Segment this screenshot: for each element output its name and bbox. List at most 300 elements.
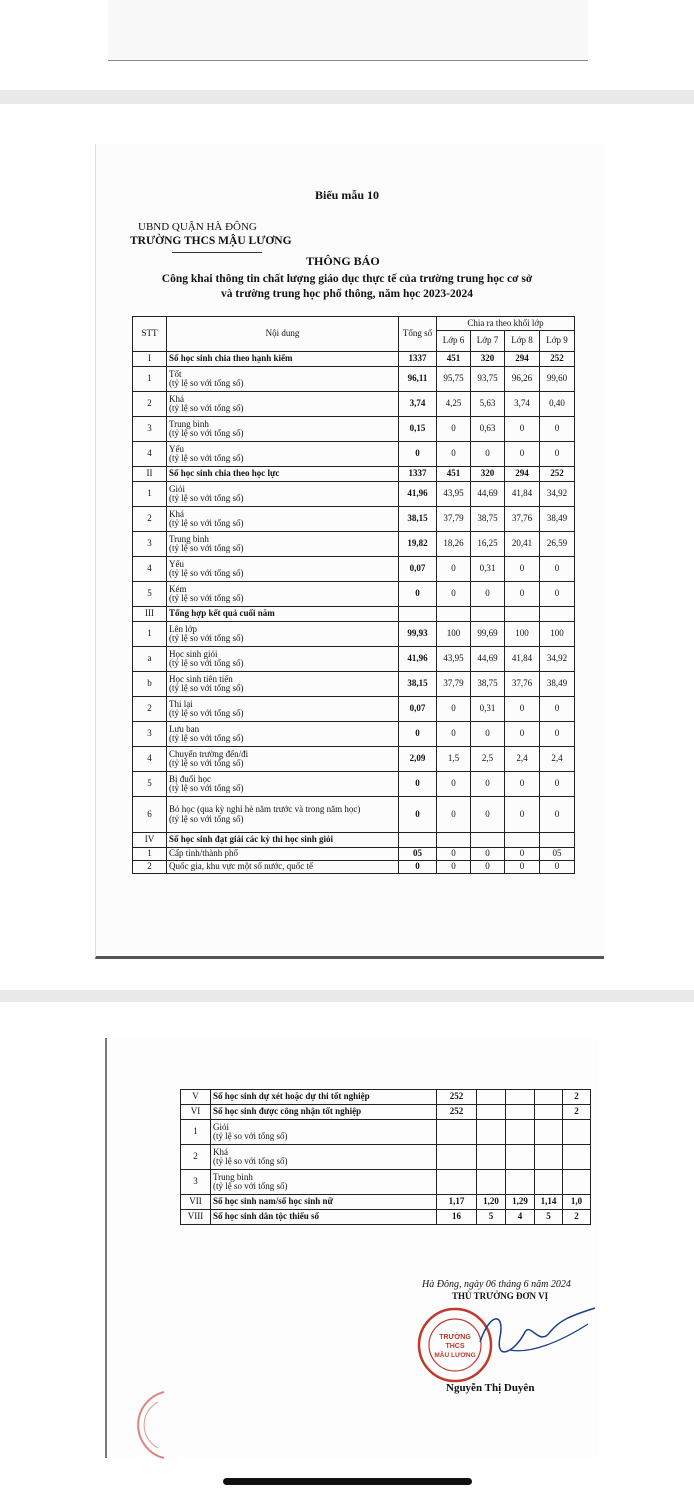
row-content xyxy=(167,797,399,833)
row-g8: 0 xyxy=(505,848,540,861)
row-note: (tỷ lệ so với tổng số) xyxy=(169,568,244,578)
document-page-2 xyxy=(0,1002,694,1500)
row-label: Số học sinh dự xét hoặc dự thi tốt nghiệp xyxy=(213,1091,370,1102)
row-g9: 05 xyxy=(540,848,575,861)
row-g7: 38,75 xyxy=(471,672,505,697)
row-g8 xyxy=(535,1105,563,1120)
row-label: Thi lại xyxy=(169,698,193,709)
row-content xyxy=(167,532,399,557)
row-g7: 44,69 xyxy=(471,482,505,507)
row-g6 xyxy=(437,833,471,848)
row-content xyxy=(167,772,399,797)
row-g7: 0 xyxy=(471,861,505,874)
row-label: Học sinh tiên tiến xyxy=(169,673,233,684)
row-stt: VII xyxy=(181,1195,211,1210)
row-label: Yếu xyxy=(169,443,184,454)
row-g6: 43,95 xyxy=(437,647,471,672)
row-total: 96,11 xyxy=(399,367,437,392)
table-row xyxy=(181,1195,591,1210)
quality-table xyxy=(132,316,575,874)
table-row xyxy=(133,722,575,747)
row-stt: b xyxy=(133,672,167,697)
row-stt: 5 xyxy=(133,582,167,607)
row-stt: 4 xyxy=(133,557,167,582)
row-g6: 0 xyxy=(437,772,471,797)
table-row xyxy=(181,1120,591,1145)
row-g8: 37,76 xyxy=(505,507,540,532)
row-content xyxy=(211,1170,437,1195)
row-content xyxy=(167,482,399,507)
row-label: Chuyển trường đến/đi xyxy=(169,748,249,759)
row-note: (tỷ lệ so với tổng số) xyxy=(169,378,244,388)
header-total: Tổng số xyxy=(399,317,437,352)
row-label: Trung bình xyxy=(169,533,209,544)
header-grade-7: Lớp 7 xyxy=(471,331,505,352)
row-g9: 0 xyxy=(540,442,575,467)
table-row xyxy=(181,1105,591,1120)
row-stt: 2 xyxy=(133,861,167,874)
table-row xyxy=(133,833,575,848)
signature-role: THỦ TRƯỞNG ĐƠN VỊ xyxy=(452,1291,549,1301)
row-g8: 0 xyxy=(505,417,540,442)
row-g8: 0 xyxy=(505,442,540,467)
row-g7: 99,69 xyxy=(471,622,505,647)
row-g7: 2,5 xyxy=(471,747,505,772)
table-row xyxy=(133,507,575,532)
row-total: 2,09 xyxy=(399,747,437,772)
row-g6: 4,25 xyxy=(437,392,471,417)
table-row xyxy=(133,848,575,861)
row-g9: 38,49 xyxy=(540,507,575,532)
row-stt: 3 xyxy=(133,417,167,442)
row-g8: 20,41 xyxy=(505,532,540,557)
row-g6: 0 xyxy=(437,582,471,607)
row-total: 99,93 xyxy=(399,622,437,647)
row-g9: 99,60 xyxy=(540,367,575,392)
row-note: (tỷ lệ so với tổng số) xyxy=(169,813,244,824)
row-g8: 0 xyxy=(505,722,540,747)
table-row xyxy=(133,797,575,833)
row-g8: 5 xyxy=(535,1210,563,1225)
partial-stamp xyxy=(136,1390,166,1460)
row-label: Bỏ học (qua kỳ nghỉ hè năm trước và trong năm học) xyxy=(169,804,361,814)
row-g8: 0 xyxy=(505,772,540,797)
row-g7: 0 xyxy=(471,442,505,467)
row-content xyxy=(167,392,399,417)
row-note: (tỷ lệ so với tổng số) xyxy=(169,733,244,743)
home-indicator[interactable] xyxy=(223,1478,472,1485)
row-g9: 0 xyxy=(540,861,575,874)
row-note: (tỷ lệ so với tổng số) xyxy=(169,683,244,693)
row-total: 0 xyxy=(399,722,437,747)
row-g9: 2 xyxy=(563,1210,591,1225)
row-g6 xyxy=(477,1170,506,1195)
row-g6 xyxy=(477,1090,506,1105)
row-total: 1337 xyxy=(399,352,437,367)
row-note: (tỷ lệ so với tổng số) xyxy=(169,403,244,413)
row-label: Khá xyxy=(169,393,184,404)
row-g7: 5,63 xyxy=(471,392,505,417)
row-g8: 0 xyxy=(505,797,540,833)
table-row xyxy=(133,861,575,874)
table-row xyxy=(133,482,575,507)
row-g6: 0 xyxy=(437,417,471,442)
row-g6: 0 xyxy=(437,557,471,582)
row-g6 xyxy=(477,1105,506,1120)
row-g8: 37,76 xyxy=(505,672,540,697)
row-g7: 0 xyxy=(471,848,505,861)
row-g6: 5 xyxy=(477,1210,506,1225)
row-stt: a xyxy=(133,647,167,672)
row-total: 0,07 xyxy=(399,557,437,582)
row-g9 xyxy=(540,833,575,848)
row-g6 xyxy=(437,607,471,622)
table-row xyxy=(133,532,575,557)
row-stt: 6 xyxy=(133,797,167,833)
row-label: Cấp tỉnh/thành phố xyxy=(169,848,238,859)
row-g6: 451 xyxy=(437,467,471,482)
row-stt: VIII xyxy=(181,1210,211,1225)
row-g8 xyxy=(505,607,540,622)
row-label: Yếu xyxy=(169,558,184,569)
row-g7: 320 xyxy=(471,467,505,482)
row-stt: 1 xyxy=(133,622,167,647)
row-total: 19,82 xyxy=(399,532,437,557)
row-total: 41,96 xyxy=(399,482,437,507)
table-row xyxy=(133,747,575,772)
row-total xyxy=(399,607,437,622)
svg-text:TRƯỜNG: TRƯỜNG xyxy=(439,1334,471,1341)
row-label: Kém xyxy=(169,583,187,594)
row-stt: I xyxy=(133,352,167,367)
row-g6: 0 xyxy=(437,797,471,833)
handwritten-signature xyxy=(470,1302,600,1362)
row-g9: 0 xyxy=(540,557,575,582)
table-row xyxy=(133,697,575,722)
row-g9: 252 xyxy=(540,352,575,367)
row-stt: 3 xyxy=(133,722,167,747)
row-stt: 1 xyxy=(133,367,167,392)
row-g7: 0 xyxy=(471,722,505,747)
row-total: 3,74 xyxy=(399,392,437,417)
row-note: (tỷ lệ so với tổng số) xyxy=(213,1131,288,1141)
row-note: (tỷ lệ so với tổng số) xyxy=(213,1181,288,1191)
row-content xyxy=(167,672,399,697)
row-total xyxy=(437,1120,477,1145)
row-g9: 38,49 xyxy=(540,672,575,697)
row-total: 0 xyxy=(399,442,437,467)
row-total: 1,17 xyxy=(437,1195,477,1210)
row-g9: 0 xyxy=(540,417,575,442)
row-stt: 2 xyxy=(133,507,167,532)
row-g9: 0 xyxy=(540,697,575,722)
row-content xyxy=(167,833,399,848)
row-content xyxy=(167,442,399,467)
row-g9: 2 xyxy=(563,1105,591,1120)
table-row xyxy=(133,367,575,392)
row-note: (tỷ lệ so với tổng số) xyxy=(169,453,244,463)
row-g6: 18,26 xyxy=(437,532,471,557)
row-g7: 0 xyxy=(471,582,505,607)
row-g7 xyxy=(471,833,505,848)
row-total: 41,96 xyxy=(399,647,437,672)
row-total xyxy=(437,1145,477,1170)
table-row xyxy=(181,1090,591,1105)
row-content xyxy=(211,1210,437,1225)
row-label: Số học sinh nam/số học sinh nữ xyxy=(213,1196,333,1207)
row-g8 xyxy=(535,1170,563,1195)
row-g7: 320 xyxy=(471,352,505,367)
row-g8: 41,84 xyxy=(505,647,540,672)
table-row xyxy=(133,467,575,482)
notice-subtitle xyxy=(100,272,594,302)
row-content xyxy=(167,367,399,392)
row-g8 xyxy=(535,1145,563,1170)
row-note: (tỷ lệ so với tổng số) xyxy=(169,708,244,718)
row-g6: 37,79 xyxy=(437,672,471,697)
row-g9 xyxy=(563,1170,591,1195)
row-stt: 2 xyxy=(133,392,167,417)
row-content xyxy=(211,1195,437,1210)
row-g9: 34,92 xyxy=(540,482,575,507)
notice-title: THÔNG BÁO xyxy=(306,254,380,268)
row-g9: 0 xyxy=(540,797,575,833)
row-content xyxy=(167,352,399,367)
row-g9 xyxy=(563,1120,591,1145)
previous-page-fragment xyxy=(0,0,694,90)
row-total: 16 xyxy=(437,1210,477,1225)
row-total: 252 xyxy=(437,1105,477,1120)
header-grade-6: Lớp 6 xyxy=(437,331,471,352)
row-g6: 37,79 xyxy=(437,507,471,532)
row-g8: 0 xyxy=(505,582,540,607)
row-note: (tỷ lệ so với tổng số) xyxy=(169,543,244,553)
row-g7: 93,75 xyxy=(471,367,505,392)
row-stt: VI xyxy=(181,1105,211,1120)
row-total: 0,07 xyxy=(399,697,437,722)
row-g6 xyxy=(477,1120,506,1145)
header-grade-8: Lớp 8 xyxy=(505,331,540,352)
row-g8: 0 xyxy=(505,861,540,874)
table-row xyxy=(133,582,575,607)
header-content: Nội dung xyxy=(167,317,399,352)
row-g7 xyxy=(506,1170,535,1195)
row-content xyxy=(167,722,399,747)
row-stt: II xyxy=(133,467,167,482)
signatory-name: Nguyễn Thị Duyên xyxy=(446,1382,535,1394)
row-g7 xyxy=(506,1105,535,1120)
row-note: (tỷ lệ so với tổng số) xyxy=(169,428,244,438)
row-label: Tốt xyxy=(169,368,182,379)
table-row xyxy=(133,557,575,582)
row-g8 xyxy=(505,833,540,848)
row-note: (tỷ lệ so với tổng số) xyxy=(169,658,244,668)
row-g8: 96,26 xyxy=(505,367,540,392)
signature-date: Hà Đông, ngày 06 tháng 6 năm 2024 xyxy=(422,1279,571,1290)
row-stt: 3 xyxy=(181,1170,211,1195)
row-g6 xyxy=(477,1145,506,1170)
row-g7: 44,69 xyxy=(471,647,505,672)
row-content xyxy=(167,582,399,607)
row-stt: 4 xyxy=(133,442,167,467)
table-row xyxy=(133,607,575,622)
row-g8: 3,74 xyxy=(505,392,540,417)
row-label: Lên lớp xyxy=(169,623,198,634)
row-g7: 0,31 xyxy=(471,557,505,582)
row-g7: 0,63 xyxy=(471,417,505,442)
row-content xyxy=(167,861,399,874)
table-row xyxy=(133,772,575,797)
row-stt: 5 xyxy=(133,772,167,797)
table-row xyxy=(133,417,575,442)
row-content xyxy=(167,467,399,482)
row-total: 0 xyxy=(399,797,437,833)
row-stt: 1 xyxy=(133,848,167,861)
row-total: 0 xyxy=(399,582,437,607)
row-g6: 0 xyxy=(437,442,471,467)
row-g7 xyxy=(506,1120,535,1145)
graduation-table xyxy=(180,1089,591,1225)
row-note: (tỷ lệ so với tổng số) xyxy=(169,633,244,643)
row-label: Số học sinh chia theo hạnh kiểm xyxy=(169,353,293,364)
row-note: (tỷ lệ so với tổng số) xyxy=(169,518,244,528)
row-stt: 2 xyxy=(181,1145,211,1170)
row-total: 38,15 xyxy=(399,507,437,532)
row-content xyxy=(167,417,399,442)
row-g7: 0 xyxy=(471,797,505,833)
row-g6: 43,95 xyxy=(437,482,471,507)
row-g8: 41,84 xyxy=(505,482,540,507)
table-row xyxy=(133,622,575,647)
row-g9: 2 xyxy=(563,1090,591,1105)
row-content xyxy=(167,557,399,582)
notice-subtitle-line-2: và trường trung học phổ thông, năm học 2023-2024 xyxy=(221,288,473,300)
header-grade-9: Lớp 9 xyxy=(540,331,575,352)
row-stt: 4 xyxy=(133,747,167,772)
row-g6: 1,20 xyxy=(477,1195,506,1210)
row-stt: V xyxy=(181,1090,211,1105)
row-note: (tỷ lệ so với tổng số) xyxy=(213,1156,288,1166)
row-g7 xyxy=(506,1090,535,1105)
row-g6: 0 xyxy=(437,722,471,747)
row-g7 xyxy=(506,1145,535,1170)
row-stt: 3 xyxy=(133,532,167,557)
row-g8: 1,14 xyxy=(535,1195,563,1210)
row-label: Lưu ban xyxy=(169,723,200,734)
row-g7: 16,25 xyxy=(471,532,505,557)
row-g7: 0 xyxy=(471,772,505,797)
table-row xyxy=(181,1145,591,1170)
header-stt: STT xyxy=(133,317,167,352)
row-stt: IV xyxy=(133,833,167,848)
row-label: Giỏi xyxy=(213,1121,230,1132)
row-content xyxy=(211,1105,437,1120)
row-g6: 451 xyxy=(437,352,471,367)
row-g8 xyxy=(535,1120,563,1145)
row-total xyxy=(437,1170,477,1195)
row-total xyxy=(399,833,437,848)
row-g8: 294 xyxy=(505,467,540,482)
row-g7: 1,29 xyxy=(506,1195,535,1210)
svg-text:THCS: THCS xyxy=(445,1343,465,1350)
row-g9: 26,59 xyxy=(540,532,575,557)
table-row xyxy=(133,392,575,417)
row-g7: 0,31 xyxy=(471,697,505,722)
row-g6: 0 xyxy=(437,848,471,861)
row-label: Giỏi xyxy=(169,483,186,494)
divider xyxy=(172,252,262,253)
row-total: 38,15 xyxy=(399,672,437,697)
row-stt: 2 xyxy=(133,697,167,722)
row-content xyxy=(167,607,399,622)
svg-text:MẬU LƯƠNG: MẬU LƯƠNG xyxy=(434,1352,476,1359)
row-label: Số học sinh dân tộc thiểu số xyxy=(213,1211,320,1222)
row-g9: 0,40 xyxy=(540,392,575,417)
row-total: 0 xyxy=(399,861,437,874)
row-g8: 0 xyxy=(505,557,540,582)
row-content xyxy=(167,697,399,722)
row-g9: 0 xyxy=(540,582,575,607)
row-g6: 100 xyxy=(437,622,471,647)
row-stt: 1 xyxy=(133,482,167,507)
row-total: 252 xyxy=(437,1090,477,1105)
row-g8: 2,4 xyxy=(505,747,540,772)
row-content xyxy=(211,1120,437,1145)
row-note: (tỷ lệ so với tổng số) xyxy=(169,783,244,793)
table-row xyxy=(181,1210,591,1225)
row-g9: 252 xyxy=(540,467,575,482)
row-stt: 1 xyxy=(181,1120,211,1145)
row-label: Số học sinh đạt giải các kỳ thi học sinh giỏi xyxy=(169,834,334,845)
row-g8 xyxy=(535,1090,563,1105)
row-total: 1337 xyxy=(399,467,437,482)
row-content xyxy=(167,647,399,672)
row-g7: 4 xyxy=(506,1210,535,1225)
row-g6: 95,75 xyxy=(437,367,471,392)
row-g9: 100 xyxy=(540,622,575,647)
row-g6: 1,5 xyxy=(437,747,471,772)
row-g8: 0 xyxy=(505,697,540,722)
row-g6: 0 xyxy=(437,861,471,874)
row-label: Số học sinh được công nhận tốt nghiệp xyxy=(213,1106,362,1117)
table-row xyxy=(181,1170,591,1195)
row-label: Khá xyxy=(213,1146,228,1157)
row-g8: 100 xyxy=(505,622,540,647)
row-note: (tỷ lệ so với tổng số) xyxy=(169,758,244,768)
row-label: Khá xyxy=(169,508,184,519)
table-row xyxy=(133,352,575,367)
table-row xyxy=(133,672,575,697)
row-content xyxy=(167,848,399,861)
row-stt: III xyxy=(133,607,167,622)
row-g9: 0 xyxy=(540,722,575,747)
row-content xyxy=(211,1145,437,1170)
row-g7: 38,75 xyxy=(471,507,505,532)
header-by-grade: Chia ra theo khối lớp xyxy=(437,317,575,331)
notice-subtitle-line-1: Công khai thông tin chất lượng giáo dục thực tế của trường trung học cơ sở xyxy=(161,273,533,285)
authority-name: UBND QUẬN HÀ ĐÔNG xyxy=(138,221,257,233)
row-content xyxy=(167,747,399,772)
row-total: 0,15 xyxy=(399,417,437,442)
school-name: TRƯỜNG THCS MẬU LƯƠNG xyxy=(130,235,292,247)
row-g9: 1,0 xyxy=(563,1195,591,1210)
row-content xyxy=(167,507,399,532)
row-g6: 0 xyxy=(437,697,471,722)
row-total: 0 xyxy=(399,772,437,797)
form-number: Biểu mẫu 10 xyxy=(314,188,379,202)
row-label: Số học sinh chia theo học lực xyxy=(169,468,280,479)
row-label: Học sinh giỏi xyxy=(169,648,218,659)
